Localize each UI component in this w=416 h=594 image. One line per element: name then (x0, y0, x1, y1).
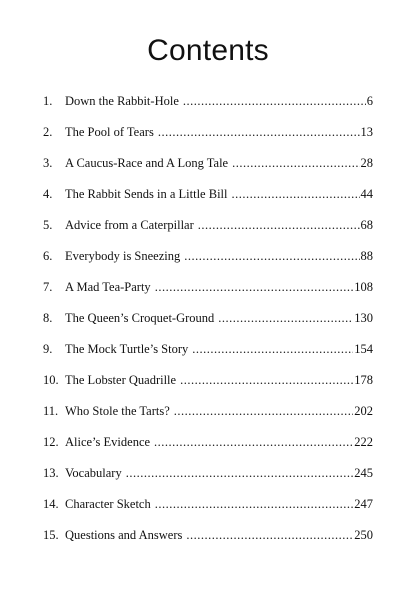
toc-entry-number: 2. (43, 125, 53, 139)
dot-leader (174, 402, 353, 420)
dot-leader (183, 92, 366, 110)
toc-entry-title: Down the Rabbit-Hole (65, 94, 179, 108)
toc-entry-number: 8. (43, 311, 53, 325)
dot-leader (180, 371, 353, 389)
toc-entry-number: 5. (43, 218, 53, 232)
toc-entry[interactable] (43, 464, 373, 495)
toc-entry-title: A Mad Tea-Party (65, 280, 151, 294)
toc-entry-number: 13. (43, 466, 59, 480)
toc-entry-title: The Pool of Tears (65, 125, 154, 139)
toc-entry[interactable] (43, 526, 373, 557)
toc-entry-page: 108 (354, 280, 373, 294)
toc-entry-title: Character Sketch (65, 497, 151, 511)
toc-entry-title: A Caucus-Race and A Long Tale (65, 156, 229, 170)
toc-entry-page: 245 (354, 466, 373, 480)
dot-leader (158, 123, 360, 141)
toc-entry-page: 250 (354, 528, 373, 542)
toc-entry[interactable] (43, 309, 373, 340)
toc-entry-title: Everybody is Sneezing (65, 249, 181, 263)
toc-entry-title: The Lobster Quadrille (65, 373, 177, 387)
toc-entry-number: 9. (43, 342, 53, 356)
toc-entry-page: 202 (354, 404, 373, 418)
toc-entry-page: 178 (354, 373, 373, 387)
toc-entry[interactable] (43, 433, 373, 464)
toc-entry-title: The Mock Turtle’s Story (65, 342, 189, 356)
toc-entry-page: 154 (354, 342, 373, 356)
toc-entry[interactable] (43, 154, 373, 185)
dot-leader (218, 309, 353, 327)
toc-entry-number: 7. (43, 280, 53, 294)
toc-entry-page: 6 (366, 94, 373, 108)
toc-entry-title: The Queen’s Croquet-Ground (65, 311, 215, 325)
toc-entry-page: 13 (360, 125, 373, 139)
toc-entry-title: Vocabulary (65, 466, 122, 480)
table-of-contents (43, 92, 373, 557)
toc-entry-number: 12. (43, 435, 59, 449)
dot-leader (126, 464, 354, 482)
toc-entry[interactable] (43, 340, 373, 371)
toc-entry[interactable] (43, 92, 373, 123)
toc-entry-number: 1. (43, 94, 53, 108)
toc-entry[interactable] (43, 185, 373, 216)
toc-entry-number: 3. (43, 156, 53, 170)
toc-entry-page: 222 (354, 435, 373, 449)
dot-leader (155, 278, 354, 296)
toc-entry-number: 4. (43, 187, 53, 201)
toc-entry-number: 6. (43, 249, 53, 263)
dot-leader (154, 433, 353, 451)
toc-entry-number: 11. (43, 404, 59, 418)
toc-entry-title: The Rabbit Sends in a Little Bill (65, 187, 228, 201)
toc-entry-number: 10. (43, 373, 59, 387)
dot-leader (186, 526, 353, 544)
toc-entry[interactable] (43, 371, 373, 402)
toc-entry-title: Advice from a Caterpillar (65, 218, 194, 232)
dot-leader (155, 495, 354, 513)
toc-entry-page: 247 (354, 497, 373, 511)
dot-leader (232, 154, 359, 172)
toc-entry[interactable] (43, 278, 373, 309)
toc-entry-page: 28 (360, 156, 373, 170)
toc-entry-title: Alice’s Evidence (65, 435, 151, 449)
toc-entry[interactable] (43, 247, 373, 278)
toc-entry-title: Questions and Answers (65, 528, 183, 542)
toc-entry-page: 68 (360, 218, 373, 232)
dot-leader (198, 216, 360, 234)
dot-leader (231, 185, 359, 203)
toc-entry-title: Who Stole the Tarts? (65, 404, 170, 418)
dot-leader (192, 340, 353, 358)
toc-entry-page: 88 (360, 249, 373, 263)
toc-entry[interactable] (43, 216, 373, 247)
toc-entry[interactable] (43, 495, 373, 526)
toc-entry[interactable] (43, 402, 373, 433)
toc-entry-page: 130 (354, 311, 373, 325)
toc-entry[interactable] (43, 123, 373, 154)
toc-entry-number: 14. (43, 497, 59, 511)
page-title: Contents (147, 34, 269, 67)
toc-entry-page: 44 (360, 187, 373, 201)
toc-entry-number: 15. (43, 528, 59, 542)
dot-leader (184, 247, 359, 265)
